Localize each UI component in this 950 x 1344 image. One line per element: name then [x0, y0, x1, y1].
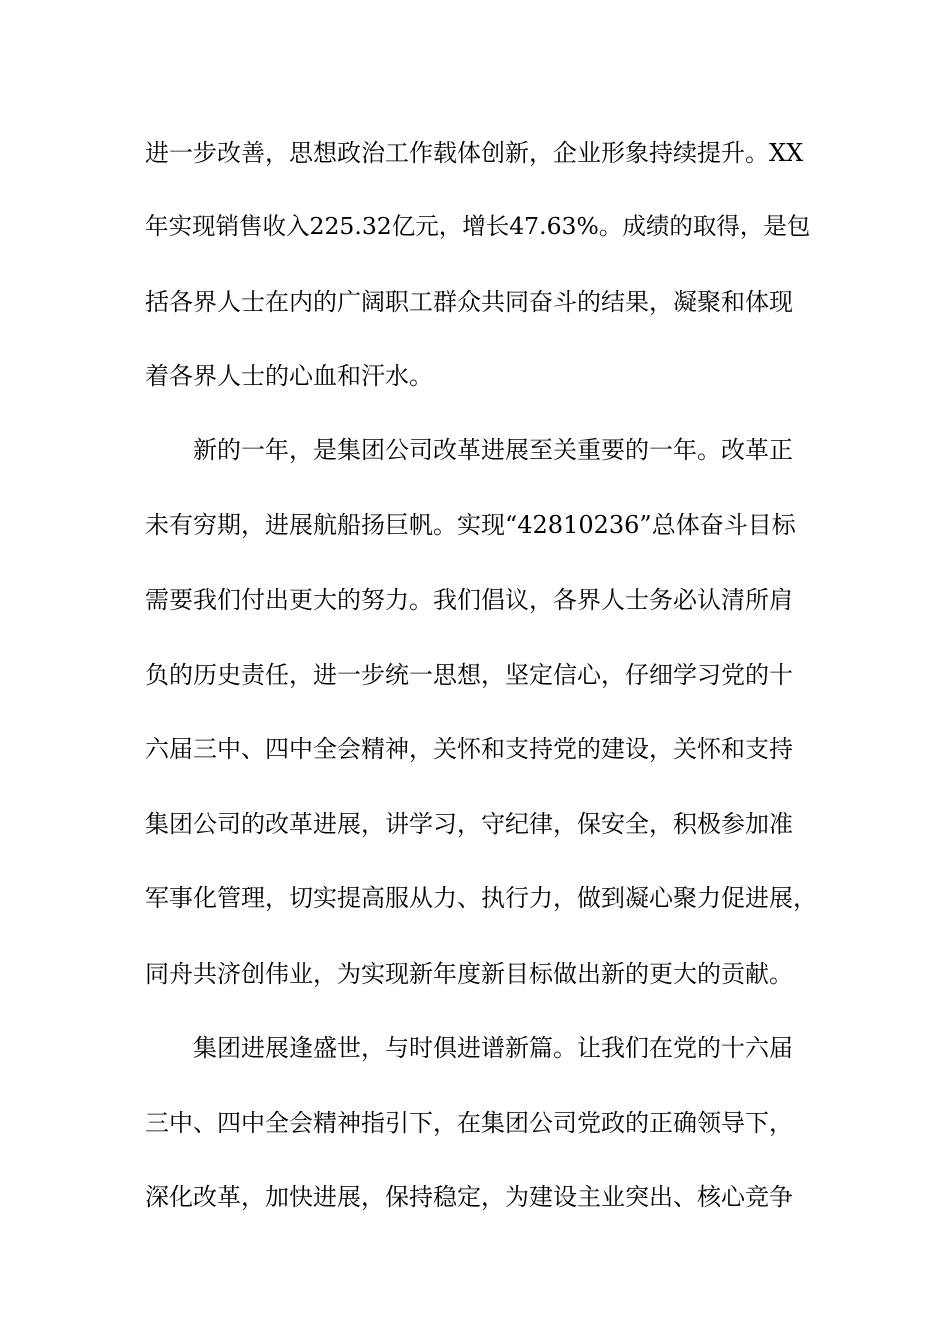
text-line: 着各界人士的心血和汗水。: [145, 362, 433, 390]
text-line: 三中、四中全会精神指引下，在集团公司党政的正确领导下，: [145, 1109, 793, 1137]
text-line: 集团公司的改革进展，讲学习，守纪律，保安全，积极参加准: [145, 810, 793, 838]
text-line: 未有穷期，进展航船扬巨帆。实现“42810236”总体奋斗目标: [145, 511, 796, 539]
text-line: 年实现销售收入225.32亿元，增长47.63%。成绩的取得，是包: [145, 212, 811, 240]
text-line: 进一步改善，思想政治工作载体创新，企业形象持续提升。XX: [145, 139, 804, 167]
text-line: 军事化管理，切实提高服从力、执行力，做到凝心聚力促进展，: [145, 884, 817, 912]
text-line: 六届三中、四中全会精神，关怀和支持党的建设，关怀和支持: [145, 735, 793, 763]
paragraph-first-line: 集团进展逢盛世，与时俱进谱新篇。让我们在党的十六届: [193, 1034, 793, 1062]
text-line: 括各界人士在内的广阔职工群众共同奋斗的结果，凝聚和体现: [145, 288, 793, 316]
text-line: 深化改革，加快进展，保持稳定，为建设主业突出、核心竞争: [145, 1183, 793, 1211]
paragraph-first-line: 新的一年，是集团公司改革进展至关重要的一年。改革正: [193, 436, 793, 464]
text-line: 需要我们付出更大的努力。我们倡议，各界人士务必认清所肩: [145, 586, 793, 614]
text-line: 负的历史责任，进一步统一思想，坚定信心，仔细学习党的十: [145, 661, 793, 689]
text-line: 同舟共济创伟业，为实现新年度新目标做出新的更大的贡献。: [145, 960, 793, 988]
